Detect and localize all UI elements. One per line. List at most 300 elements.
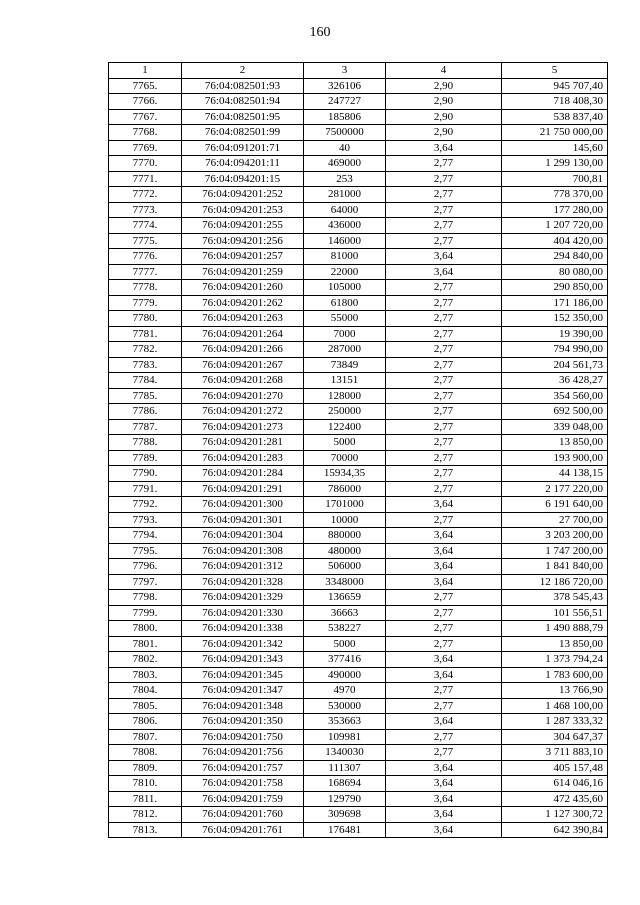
area-cell: 1701000	[304, 497, 386, 513]
cadastral-number-cell: 76:04:091201:71	[182, 140, 304, 156]
area-cell: 530000	[304, 698, 386, 714]
amount-cell: 6 191 640,00	[502, 497, 608, 513]
amount-cell: 718 408,30	[502, 94, 608, 110]
table-row	[109, 326, 608, 342]
area-cell: 109981	[304, 729, 386, 745]
row-number-cell: 7785.	[109, 388, 182, 404]
row-number-cell: 7801.	[109, 636, 182, 652]
row-number-cell: 7767.	[109, 109, 182, 125]
amount-cell: 101 556,51	[502, 605, 608, 621]
rate-cell: 2,90	[386, 94, 502, 110]
area-cell: 880000	[304, 528, 386, 544]
amount-cell: 700,81	[502, 171, 608, 187]
rate-cell: 2,77	[386, 481, 502, 497]
row-number-cell: 7781.	[109, 326, 182, 342]
cadastral-number-cell: 76:04:094201:329	[182, 590, 304, 606]
row-number-cell: 7805.	[109, 698, 182, 714]
rate-cell: 2,77	[386, 621, 502, 637]
rate-cell: 3,64	[386, 249, 502, 265]
rate-cell: 3,64	[386, 807, 502, 823]
table-row	[109, 202, 608, 218]
area-cell: 185806	[304, 109, 386, 125]
cadastral-number-cell: 76:04:094201:11	[182, 156, 304, 172]
amount-cell: 3 711 883,10	[502, 745, 608, 761]
row-number-cell: 7798.	[109, 590, 182, 606]
amount-cell: 1 299 130,00	[502, 156, 608, 172]
cadastral-number-cell: 76:04:094201:308	[182, 543, 304, 559]
amount-cell: 1 468 100,00	[502, 698, 608, 714]
cadastral-number-cell: 76:04:094201:266	[182, 342, 304, 358]
cadastral-number-cell: 76:04:094201:750	[182, 729, 304, 745]
cadastral-number-cell: 76:04:094201:757	[182, 760, 304, 776]
amount-cell: 294 840,00	[502, 249, 608, 265]
area-cell: 480000	[304, 543, 386, 559]
rate-cell: 2,90	[386, 78, 502, 94]
cadastral-number-cell: 76:04:094201:267	[182, 357, 304, 373]
table-row	[109, 171, 608, 187]
amount-cell: 378 545,43	[502, 590, 608, 606]
cadastral-number-cell: 76:04:094201:270	[182, 388, 304, 404]
rate-cell: 3,64	[386, 140, 502, 156]
table-row	[109, 776, 608, 792]
row-number-cell: 7765.	[109, 78, 182, 94]
table-row	[109, 187, 608, 203]
table-header-row	[109, 63, 608, 79]
area-cell: 70000	[304, 450, 386, 466]
area-cell: 1340030	[304, 745, 386, 761]
column-header: 2	[182, 63, 304, 79]
area-cell: 436000	[304, 218, 386, 234]
cadastral-number-cell: 76:04:094201:350	[182, 714, 304, 730]
amount-cell: 44 138,15	[502, 466, 608, 482]
area-cell: 281000	[304, 187, 386, 203]
row-number-cell: 7773.	[109, 202, 182, 218]
cadastral-number-cell: 76:04:094201:347	[182, 683, 304, 699]
amount-cell: 171 186,00	[502, 295, 608, 311]
table-row	[109, 559, 608, 575]
row-number-cell: 7783.	[109, 357, 182, 373]
table-row	[109, 497, 608, 513]
cadastral-number-cell: 76:04:094201:761	[182, 822, 304, 838]
cadastral-number-cell: 76:04:094201:304	[182, 528, 304, 544]
cadastral-number-cell: 76:04:094201:15	[182, 171, 304, 187]
area-cell: 22000	[304, 264, 386, 280]
area-cell: 4970	[304, 683, 386, 699]
cadastral-number-cell: 76:04:094201:253	[182, 202, 304, 218]
cadastral-number-cell: 76:04:094201:328	[182, 574, 304, 590]
amount-cell: 1 287 333,32	[502, 714, 608, 730]
rate-cell: 2,90	[386, 125, 502, 141]
area-cell: 61800	[304, 295, 386, 311]
row-number-cell: 7799.	[109, 605, 182, 621]
rate-cell: 2,77	[386, 388, 502, 404]
amount-cell: 204 561,73	[502, 357, 608, 373]
amount-cell: 3 203 200,00	[502, 528, 608, 544]
table-row	[109, 357, 608, 373]
rate-cell: 2,77	[386, 605, 502, 621]
area-cell: 5000	[304, 435, 386, 451]
rate-cell: 2,77	[386, 295, 502, 311]
rate-cell: 3,64	[386, 822, 502, 838]
amount-cell: 2 177 220,00	[502, 481, 608, 497]
rate-cell: 2,77	[386, 729, 502, 745]
row-number-cell: 7813.	[109, 822, 182, 838]
area-cell: 250000	[304, 404, 386, 420]
amount-cell: 80 080,00	[502, 264, 608, 280]
table-row	[109, 249, 608, 265]
column-header: 5	[502, 63, 608, 79]
row-number-cell: 7775.	[109, 233, 182, 249]
cadastral-number-cell: 76:04:094201:330	[182, 605, 304, 621]
cadastral-number-cell: 76:04:094201:264	[182, 326, 304, 342]
area-cell: 105000	[304, 280, 386, 296]
row-number-cell: 7807.	[109, 729, 182, 745]
row-number-cell: 7784.	[109, 373, 182, 389]
table-row	[109, 466, 608, 482]
area-cell: 10000	[304, 512, 386, 528]
row-number-cell: 7772.	[109, 187, 182, 203]
rate-cell: 2,77	[386, 357, 502, 373]
table-row	[109, 652, 608, 668]
row-number-cell: 7794.	[109, 528, 182, 544]
area-cell: 136659	[304, 590, 386, 606]
cadastral-number-cell: 76:04:094201:252	[182, 187, 304, 203]
rate-cell: 3,64	[386, 264, 502, 280]
table-row	[109, 295, 608, 311]
area-cell: 353663	[304, 714, 386, 730]
table-row	[109, 140, 608, 156]
rate-cell: 2,77	[386, 171, 502, 187]
amount-cell: 145,60	[502, 140, 608, 156]
table-row	[109, 218, 608, 234]
rate-cell: 2,77	[386, 326, 502, 342]
amount-cell: 1 373 794,24	[502, 652, 608, 668]
area-cell: 7500000	[304, 125, 386, 141]
cadastral-number-cell: 76:04:082501:99	[182, 125, 304, 141]
row-number-cell: 7771.	[109, 171, 182, 187]
amount-cell: 36 428,27	[502, 373, 608, 389]
cadastral-number-cell: 76:04:094201:301	[182, 512, 304, 528]
amount-cell: 27 700,00	[502, 512, 608, 528]
rate-cell: 2,77	[386, 373, 502, 389]
row-number-cell: 7796.	[109, 559, 182, 575]
rate-cell: 2,77	[386, 683, 502, 699]
cadastral-number-cell: 76:04:094201:756	[182, 745, 304, 761]
table-row	[109, 342, 608, 358]
cadastral-number-cell: 76:04:094201:260	[182, 280, 304, 296]
row-number-cell: 7793.	[109, 512, 182, 528]
area-cell: 15934,35	[304, 466, 386, 482]
area-cell: 73849	[304, 357, 386, 373]
area-cell: 506000	[304, 559, 386, 575]
amount-cell: 404 420,00	[502, 233, 608, 249]
rate-cell: 2,77	[386, 435, 502, 451]
data-table	[108, 62, 608, 838]
row-number-cell: 7779.	[109, 295, 182, 311]
table-row	[109, 419, 608, 435]
cadastral-number-cell: 76:04:094201:256	[182, 233, 304, 249]
area-cell: 146000	[304, 233, 386, 249]
cadastral-number-cell: 76:04:094201:291	[182, 481, 304, 497]
rate-cell: 2,77	[386, 156, 502, 172]
row-number-cell: 7769.	[109, 140, 182, 156]
row-number-cell: 7770.	[109, 156, 182, 172]
table-row	[109, 512, 608, 528]
row-number-cell: 7795.	[109, 543, 182, 559]
row-number-cell: 7812.	[109, 807, 182, 823]
amount-cell: 354 560,00	[502, 388, 608, 404]
area-cell: 3348000	[304, 574, 386, 590]
table-row	[109, 621, 608, 637]
rate-cell: 2,77	[386, 404, 502, 420]
cadastral-number-cell: 76:04:094201:338	[182, 621, 304, 637]
area-cell: 538227	[304, 621, 386, 637]
area-cell: 64000	[304, 202, 386, 218]
table-row	[109, 698, 608, 714]
cadastral-number-cell: 76:04:094201:255	[182, 218, 304, 234]
rate-cell: 2,77	[386, 342, 502, 358]
area-cell: 81000	[304, 249, 386, 265]
amount-cell: 1 783 600,00	[502, 667, 608, 683]
rate-cell: 2,77	[386, 187, 502, 203]
table-row	[109, 78, 608, 94]
table-row	[109, 574, 608, 590]
cadastral-number-cell: 76:04:094201:268	[182, 373, 304, 389]
rate-cell: 3,64	[386, 776, 502, 792]
rate-cell: 3,64	[386, 574, 502, 590]
table-row	[109, 388, 608, 404]
page-number: 160	[309, 25, 331, 40]
row-number-cell: 7810.	[109, 776, 182, 792]
row-number-cell: 7797.	[109, 574, 182, 590]
area-cell: 247727	[304, 94, 386, 110]
area-cell: 128000	[304, 388, 386, 404]
row-number-cell: 7768.	[109, 125, 182, 141]
cadastral-number-cell: 76:04:094201:259	[182, 264, 304, 280]
table-row	[109, 373, 608, 389]
amount-cell: 13 766,90	[502, 683, 608, 699]
amount-cell: 642 390,84	[502, 822, 608, 838]
table-row	[109, 233, 608, 249]
cadastral-number-cell: 76:04:094201:348	[182, 698, 304, 714]
row-number-cell: 7788.	[109, 435, 182, 451]
cadastral-number-cell: 76:04:094201:257	[182, 249, 304, 265]
cadastral-number-cell: 76:04:082501:93	[182, 78, 304, 94]
row-number-cell: 7791.	[109, 481, 182, 497]
area-cell: 55000	[304, 311, 386, 327]
table-row	[109, 156, 608, 172]
row-number-cell: 7766.	[109, 94, 182, 110]
area-cell: 326106	[304, 78, 386, 94]
amount-cell: 472 435,60	[502, 791, 608, 807]
area-cell: 377416	[304, 652, 386, 668]
row-number-cell: 7800.	[109, 621, 182, 637]
amount-cell: 13 850,00	[502, 435, 608, 451]
table-row	[109, 590, 608, 606]
cadastral-number-cell: 76:04:082501:95	[182, 109, 304, 125]
rate-cell: 3,64	[386, 497, 502, 513]
rate-cell: 2,77	[386, 636, 502, 652]
cadastral-number-cell: 76:04:094201:284	[182, 466, 304, 482]
cadastral-number-cell: 76:04:094201:758	[182, 776, 304, 792]
table-row	[109, 543, 608, 559]
row-number-cell: 7787.	[109, 419, 182, 435]
table-row	[109, 729, 608, 745]
area-cell: 469000	[304, 156, 386, 172]
rate-cell: 3,64	[386, 791, 502, 807]
amount-cell: 290 850,00	[502, 280, 608, 296]
amount-cell: 21 750 000,00	[502, 125, 608, 141]
rate-cell: 2,77	[386, 233, 502, 249]
area-cell: 253	[304, 171, 386, 187]
amount-cell: 152 350,00	[502, 311, 608, 327]
cadastral-number-cell: 76:04:094201:300	[182, 497, 304, 513]
amount-cell: 538 837,40	[502, 109, 608, 125]
table-row	[109, 791, 608, 807]
row-number-cell: 7806.	[109, 714, 182, 730]
table-row	[109, 94, 608, 110]
area-cell: 7000	[304, 326, 386, 342]
table-body	[109, 78, 608, 838]
amount-cell: 1 127 300,72	[502, 807, 608, 823]
rate-cell: 3,64	[386, 528, 502, 544]
table-row	[109, 605, 608, 621]
amount-cell: 614 046,16	[502, 776, 608, 792]
amount-cell: 13 850,00	[502, 636, 608, 652]
amount-cell: 339 048,00	[502, 419, 608, 435]
cadastral-number-cell: 76:04:094201:283	[182, 450, 304, 466]
amount-cell: 778 370,00	[502, 187, 608, 203]
amount-cell: 12 186 720,00	[502, 574, 608, 590]
rate-cell: 3,64	[386, 714, 502, 730]
area-cell: 786000	[304, 481, 386, 497]
table-row	[109, 450, 608, 466]
row-number-cell: 7778.	[109, 280, 182, 296]
row-number-cell: 7792.	[109, 497, 182, 513]
amount-cell: 405 157,48	[502, 760, 608, 776]
amount-cell: 692 500,00	[502, 404, 608, 420]
cadastral-number-cell: 76:04:094201:760	[182, 807, 304, 823]
table-row	[109, 760, 608, 776]
area-cell: 36663	[304, 605, 386, 621]
row-number-cell: 7777.	[109, 264, 182, 280]
amount-cell: 304 647,37	[502, 729, 608, 745]
amount-cell: 177 280,00	[502, 202, 608, 218]
table-row	[109, 822, 608, 838]
table-row	[109, 667, 608, 683]
rate-cell: 3,64	[386, 652, 502, 668]
rate-cell: 2,77	[386, 745, 502, 761]
area-cell: 287000	[304, 342, 386, 358]
rate-cell: 2,77	[386, 512, 502, 528]
row-number-cell: 7811.	[109, 791, 182, 807]
table-row	[109, 125, 608, 141]
table-row	[109, 481, 608, 497]
rate-cell: 2,90	[386, 109, 502, 125]
cadastral-number-cell: 76:04:094201:759	[182, 791, 304, 807]
amount-cell: 19 390,00	[502, 326, 608, 342]
rate-cell: 3,64	[386, 667, 502, 683]
rate-cell: 2,77	[386, 590, 502, 606]
cadastral-number-cell: 76:04:094201:312	[182, 559, 304, 575]
rate-cell: 2,77	[386, 280, 502, 296]
rate-cell: 3,64	[386, 543, 502, 559]
area-cell: 309698	[304, 807, 386, 823]
rate-cell: 2,77	[386, 419, 502, 435]
table-row	[109, 264, 608, 280]
amount-cell: 193 900,00	[502, 450, 608, 466]
cadastral-number-cell: 76:04:094201:345	[182, 667, 304, 683]
area-cell: 5000	[304, 636, 386, 652]
column-header: 1	[109, 63, 182, 79]
rate-cell: 2,77	[386, 311, 502, 327]
table-row	[109, 528, 608, 544]
amount-cell: 1 207 720,00	[502, 218, 608, 234]
cadastral-number-cell: 76:04:094201:273	[182, 419, 304, 435]
table-row	[109, 683, 608, 699]
area-cell: 13151	[304, 373, 386, 389]
row-number-cell: 7804.	[109, 683, 182, 699]
table-row	[109, 745, 608, 761]
table-row	[109, 714, 608, 730]
cadastral-number-cell: 76:04:094201:342	[182, 636, 304, 652]
row-number-cell: 7776.	[109, 249, 182, 265]
area-cell: 168694	[304, 776, 386, 792]
row-number-cell: 7786.	[109, 404, 182, 420]
cadastral-number-cell: 76:04:094201:281	[182, 435, 304, 451]
amount-cell: 1 841 840,00	[502, 559, 608, 575]
area-cell: 111307	[304, 760, 386, 776]
rate-cell: 2,77	[386, 218, 502, 234]
area-cell: 122400	[304, 419, 386, 435]
rate-cell: 3,64	[386, 760, 502, 776]
rate-cell: 3,64	[386, 559, 502, 575]
column-header: 3	[304, 63, 386, 79]
rate-cell: 2,77	[386, 466, 502, 482]
table-row	[109, 280, 608, 296]
area-cell: 129790	[304, 791, 386, 807]
row-number-cell: 7774.	[109, 218, 182, 234]
area-cell: 176481	[304, 822, 386, 838]
area-cell: 490000	[304, 667, 386, 683]
row-number-cell: 7802.	[109, 652, 182, 668]
row-number-cell: 7790.	[109, 466, 182, 482]
column-header: 4	[386, 63, 502, 79]
cadastral-number-cell: 76:04:094201:262	[182, 295, 304, 311]
amount-cell: 1 490 888,79	[502, 621, 608, 637]
rate-cell: 2,77	[386, 698, 502, 714]
area-cell: 40	[304, 140, 386, 156]
rate-cell: 2,77	[386, 450, 502, 466]
amount-cell: 945 707,40	[502, 78, 608, 94]
cadastral-number-cell: 76:04:082501:94	[182, 94, 304, 110]
amount-cell: 1 747 200,00	[502, 543, 608, 559]
table-row	[109, 311, 608, 327]
table-row	[109, 435, 608, 451]
cadastral-number-cell: 76:04:094201:263	[182, 311, 304, 327]
row-number-cell: 7780.	[109, 311, 182, 327]
amount-cell: 794 990,00	[502, 342, 608, 358]
row-number-cell: 7789.	[109, 450, 182, 466]
row-number-cell: 7803.	[109, 667, 182, 683]
rate-cell: 2,77	[386, 202, 502, 218]
table-row	[109, 636, 608, 652]
row-number-cell: 7808.	[109, 745, 182, 761]
row-number-cell: 7782.	[109, 342, 182, 358]
table-row	[109, 404, 608, 420]
row-number-cell: 7809.	[109, 760, 182, 776]
cadastral-number-cell: 76:04:094201:343	[182, 652, 304, 668]
